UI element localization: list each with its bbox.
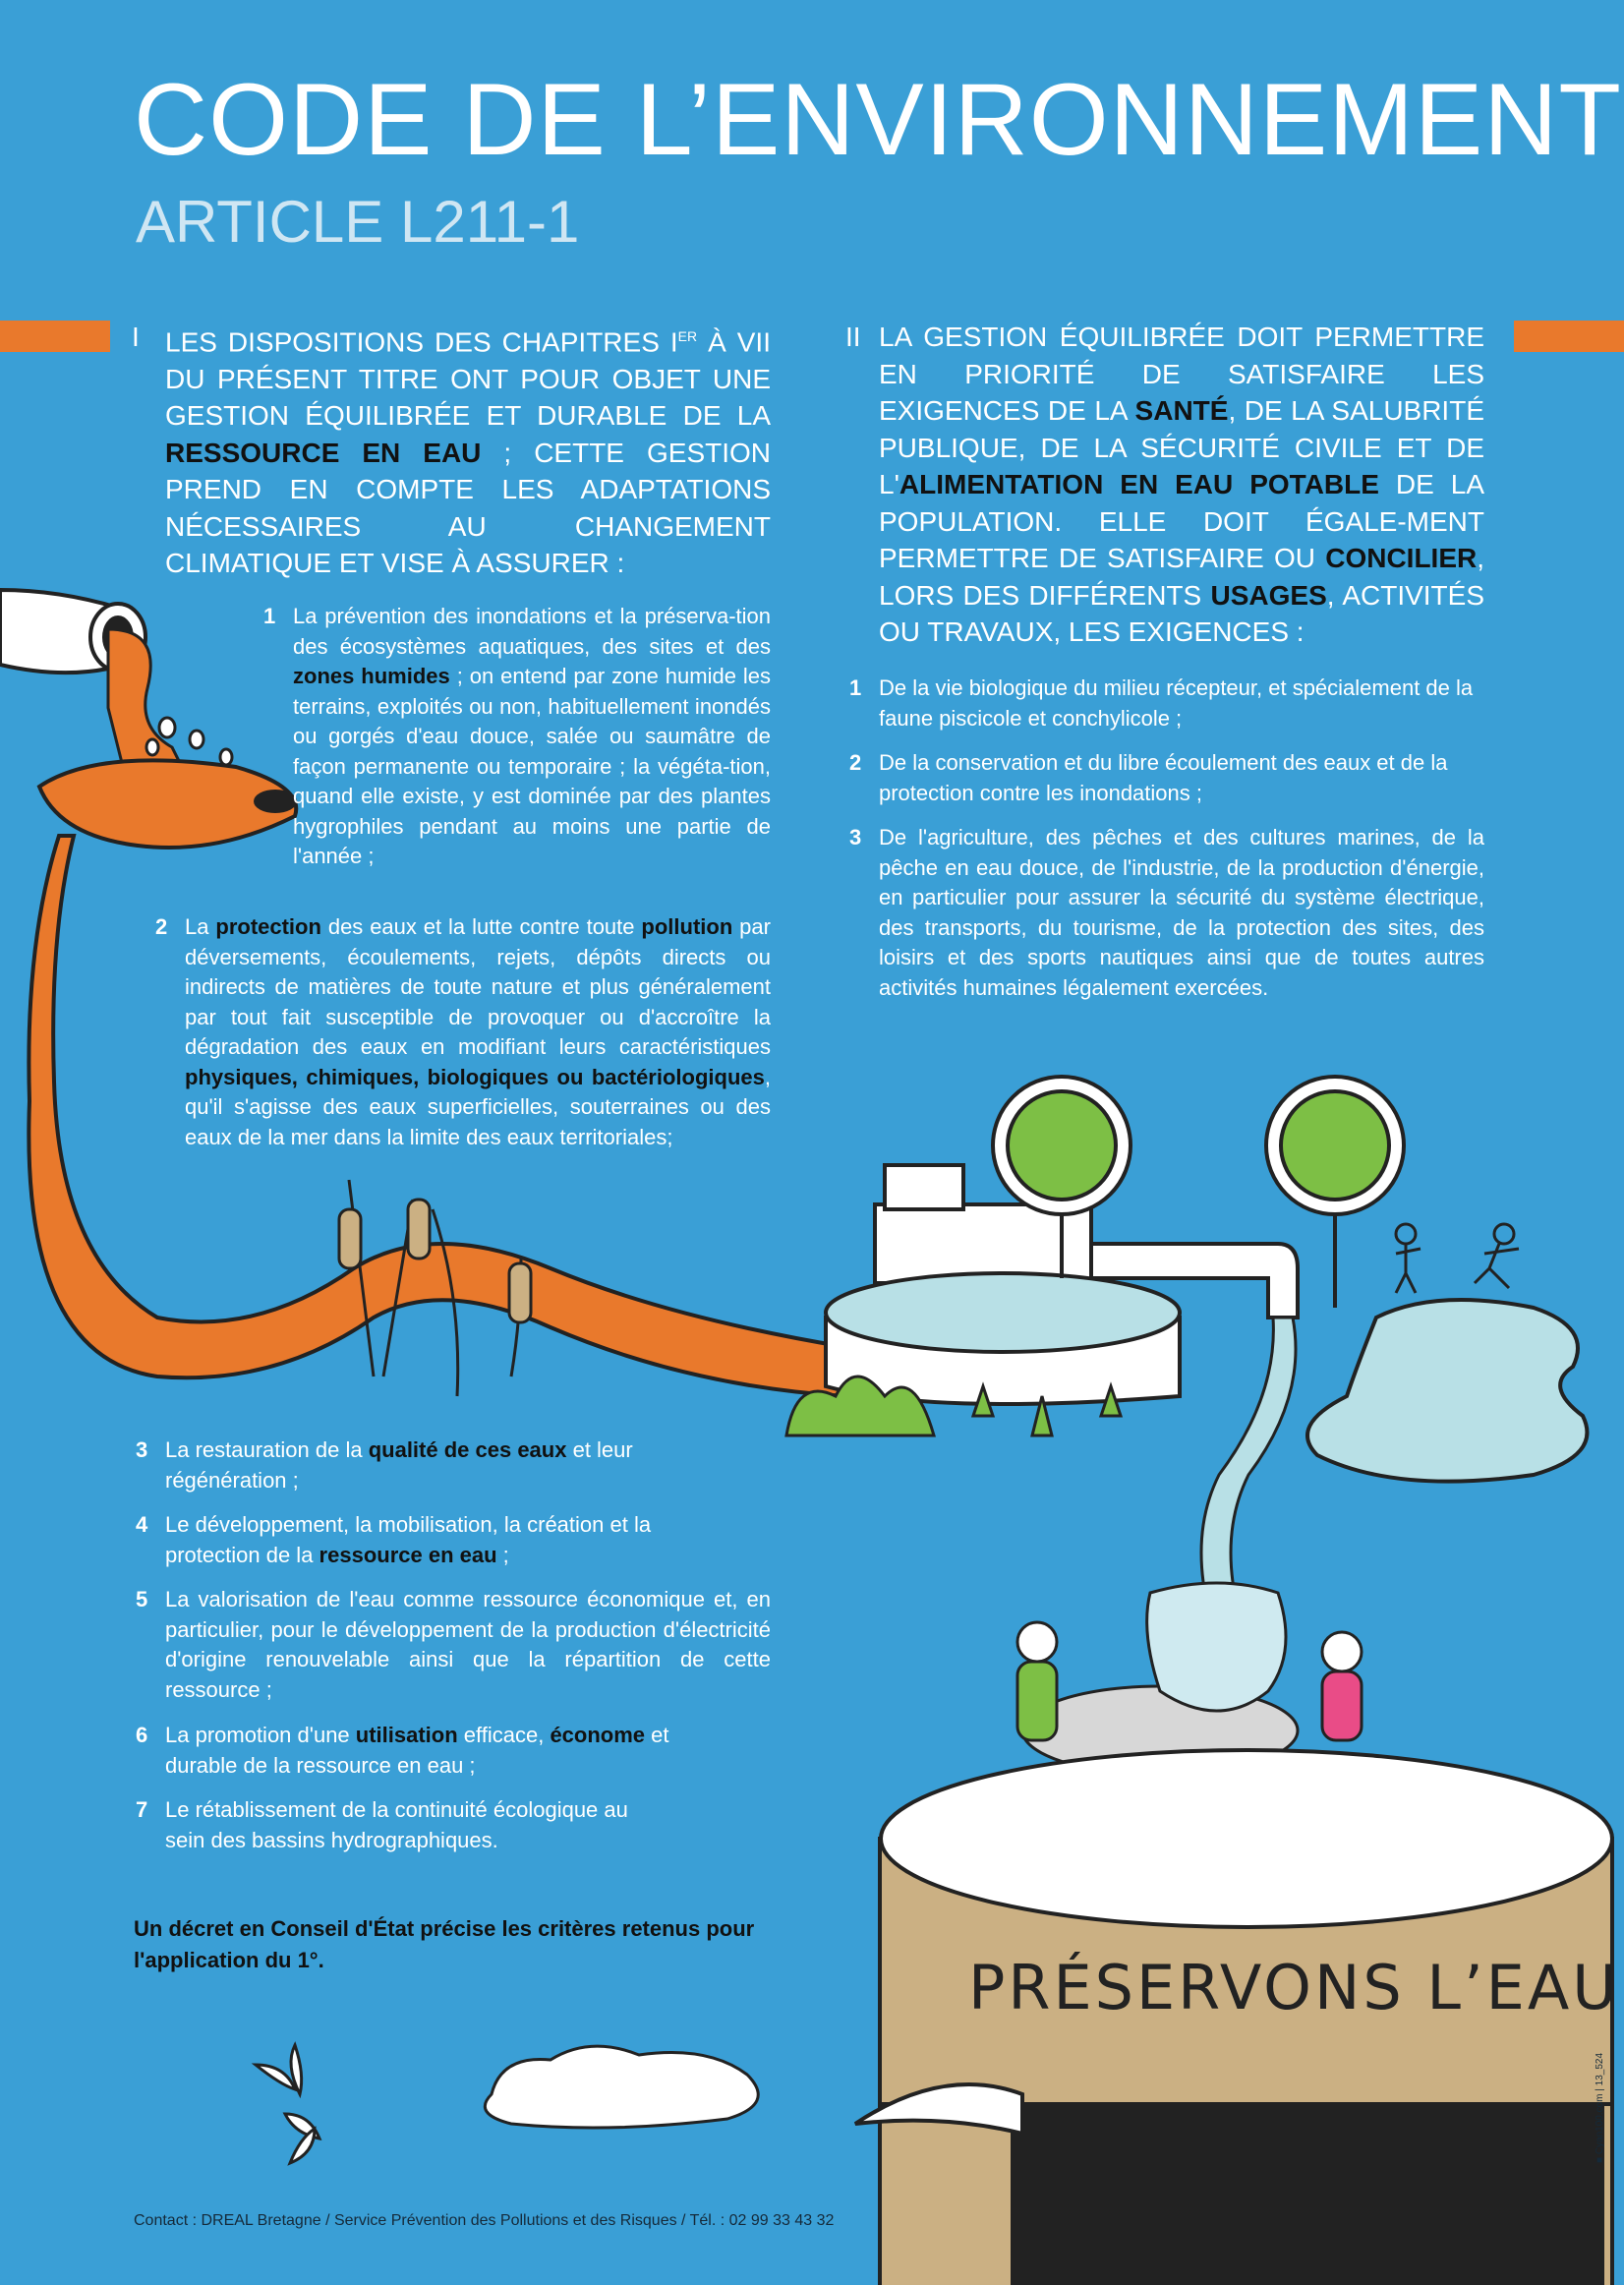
footer-contact: Contact : DREAL Bretagne / Service Prévention des Pollutions et des Risques / Tél. : 02 99 33 43 32 [134,2212,835,2229]
list-item: 6 La promotion d'une utilisation efficace, économe et durable de la ressource en eau ; [136,1723,669,1778]
lake-icon [1307,1300,1587,1482]
list-item: 1 De la vie biologique du milieu récepteur, et spécialement de la faune piscicole et conchylicole ; [849,675,1474,731]
bird-icon [256,2045,319,2163]
list-item: 4 Le développement, la mobilisation, la création et la protection de la ressource en eau ; [136,1512,652,1567]
cloud-icon [485,2046,758,2128]
side-credit: ■ Cyan100.com | 13_524 [1595,2052,1605,2163]
water-stream [1201,1318,1296,1612]
list-item: 1 La prévention des inondations et la préserva-tion des écosystèmes aquatiques, des sites et des zones humides ; on entend par zone humide les terrains, exploités ou non, habituellement inondés ou gorgés d'eau douce, salée ou saumâtre de façon permanente ou temporaire ; la végéta-tion, quand elle existe, y est dominée par des plantes hygrophiles pendant au moins une partie de l'année ; [263,604,771,868]
list-item: 5 La valorisation de l'eau comme ressource économique et, en particulier, pour le développement de la production d'électricité d'origine renouvelable ainsi que la répartition de cette ressource ; [136,1587,771,1702]
treatment-plant-icon [826,1165,1180,1404]
people-walking-icon [1396,1224,1519,1293]
section-2-intro: II LA GESTION ÉQUILIBRÉE DOIT PERMETTRE EN PRIORITÉ DE SATISFAIRE LES EXIGENCES DE LA SANTÉ, DE LA SALUBRITÉ PUBLIQUE, DE LA SÉCURITÉ CIVILE ET DE L'ALIMENTATION EN EAU POTABLE DE LA POPULATION. ELLE DOIT ÉGALE-MENT PERMETTRE DE SATISFAIRE OU CONCILIER, LORS DES DIFFÉRENTS USAGES, ACTIVITÉS OU TRAVAUX, LES EXIGENCES : [879,319,1484,651]
page-subtitle: ARTICLE L211-1 [136,189,580,255]
table-scene [1017,1583,1362,1775]
list-item: 2 La protection des eaux et la lutte contre toute pollution par déversements, écoulements, rejets, dépôts directs ou indirects de matières de toute nature et plus généralement par tout fait susceptible de provoquer ou d'accroître la dégradation des eaux en modifiant leurs caractéristiques physiques, chimiques, biologiques ou bactériologiques, qu'il s'agisse des eaux superficielles, souterraines ou des eaux de la mer dans la limite des eaux territoriales; [155,914,771,1149]
section-1-intro: I LES DISPOSITIONS DES CHAPITRES IER À VII DU PRÉSENT TITRE ONT POUR OBJET UNE GESTION ÉQUILIBRÉE ET DURABLE DE LA RESSOURCE EN EAU ; CETTE GESTION PREND EN COMPTE LES ADAPTATIONS NÉCESSAIRES AU CHANGEMENT CLIMATIQUE ET VISE À ASSURER : [165,319,771,582]
list-item: 7 Le rétablissement de la continuité écologique au sein des bassins hydrographiques. [136,1797,628,1852]
accent-bar-left [0,321,110,352]
section-2-number: II [845,322,861,352]
section-1-number: I [132,322,140,352]
decret-note: Un décret en Conseil d'État précise les critères retenus pour l'application du 1°. [134,1916,755,1972]
accent-bar-right [1514,321,1624,352]
tower-label: PRÉSERVONS L’EAU [968,1952,1620,2023]
list-item: 3 La restauration de la qualité de ces eaux et leur régénération ; [136,1437,633,1493]
list-item: 2 De la conservation et du libre écoulement des eaux et de la protection contre les inondations ; [849,750,1448,805]
page-title: CODE DE L’ENVIRONNEMENT [134,63,1622,177]
list-item: 3 De l'agriculture, des pêches et des cultures marines, de la pêche en eau douce, de l'industrie, de la production d'énergie, en particulier pour assurer la sécurité du système électrique, des transports, du tourisme, de la protection des sites, des loisirs et des sports nautiques ainsi que de toutes autres activités humaines légalement exercées. [849,825,1484,1000]
